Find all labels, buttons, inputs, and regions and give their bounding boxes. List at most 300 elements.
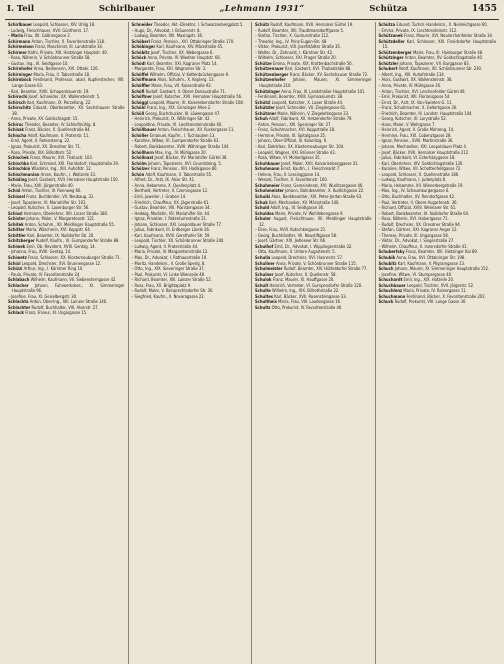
entry-details: – Heinrich, Prokurist, IX. Währinger Str. 42.: [131, 116, 211, 122]
entry-details: Anna, Frau, XVI. Ottakringer Str. 198.: [396, 254, 466, 260]
entry-surname: Schirsch: [8, 99, 26, 105]
entry-details: – Ludwig, Fleischhauer, XVII. Güntherst. 17.: [8, 27, 90, 33]
entry-surname: Schützenberger: [378, 49, 412, 55]
entry-surname: Schuhmann: [255, 166, 280, 172]
entry-details: – Margarete, Frau, XXI. Wagramer Str. 3.: [131, 66, 207, 72]
entry-details: Karl, Kaufmann, XIV. Märzstraße 45.: [156, 44, 224, 50]
entry-surname: Schneider: [131, 22, 153, 27]
entry-details: Franz, Maurer, XI. Hauffgasse 20.: [272, 277, 335, 283]
entry-details: Rudolf, Beamter, XIV. Hütteldorfer Straße 77.: [283, 266, 368, 272]
entry-details: Franz, Bäcker, XV. Sechshauser Straße 72.: [289, 71, 369, 77]
entry-details: Johann, Fuhrwerksbes., XI. Simmeringer Hauptstraße 96.: [12, 282, 125, 294]
entry-surname: Schützdeller: [378, 38, 405, 44]
entry-surname: Schubertsky: [378, 249, 405, 255]
entry-details: Adolf, Kaufmann, XII. Schönbrunner Str. 230.: [398, 66, 483, 72]
entry-details: Franz, Beamter, XIII. Hietzinger Kai 89.: [405, 249, 478, 255]
entry-details: Wladimir, Ing., XIII. Auhofstr. 12.: [31, 166, 92, 172]
entry-details: Eduard, Tuchdr.-Handelsm., X. Neilreichgasse 60.: [396, 22, 488, 27]
entry-surname: Schützner: [255, 110, 277, 116]
entry-details: – Josefine, Witwe, VI. Stumpergasse 40.: [378, 271, 453, 277]
entry-details: – Hermine, Frau, XIX. Cobenzlgasse 28.: [378, 132, 452, 138]
entry-details: Franz, Friseur, III. Ungargasse 15.: [25, 310, 88, 316]
entry-surname: Schulhof: [255, 243, 274, 249]
entry-surname: Schiwetz: [8, 254, 27, 260]
entry-surname: Schubert: [378, 66, 398, 72]
entry-details: Rudolf, Buchhalter, VIII. Alserstr. 27.: [31, 304, 99, 310]
entry-surname: Schischkin: [8, 166, 31, 172]
entry-surname: Schlack: [8, 310, 25, 316]
entry-details: – Richard, Offizial, XVIII. Weimarer Str. 61.: [378, 205, 457, 211]
entry-surname: Schischmanian: [8, 171, 40, 177]
entry-surname: Schirninger: [8, 71, 33, 77]
entry-details: – Ludwig, Beamter, XIII. Maxingstr. 36.: [131, 33, 204, 39]
entry-details: Franz, Schlosser, XX. Klosterneuburger Straße 71.: [27, 254, 121, 260]
entry-surname: Schützenauer: [255, 66, 284, 72]
entry-details: – Paul, Vertreter, II. Obere Augartenstr. 36.: [378, 199, 458, 205]
entry-surname: Schölzer: [131, 166, 150, 172]
entry-details: Leopold, Tischler, XVII. Jörgerstr. 52.: [406, 282, 475, 288]
entry-details: – Josef, Gärtner, XXI. Jedleseer Str. 66.: [255, 238, 327, 244]
entry-details: Josef, Kutscher, X. Quellenstr. 58.: [274, 271, 337, 277]
entry-details: Emanuel, Kaufm., I. Tuchlauben 13.: [149, 132, 216, 138]
entry-surname: Schulok: [255, 277, 272, 283]
entry-surname: Schitter: [8, 227, 25, 233]
entry-details: – Ludwig, Kaufmann, I. Judenplatz 8.: [378, 177, 447, 183]
entry-details: Rudolf, Gastwirt, II. Obere Donaustraße 71.: [145, 88, 226, 94]
entry-details: Maria, Private, IV. Rainergasse 11.: [403, 288, 467, 294]
entry-surname: Schlachter: [8, 304, 31, 310]
entry-details: – Josef, Tapezierer, VI. Mariahilfer Str. 101.: [8, 199, 87, 205]
entry-surname: Schuchardt: [378, 277, 403, 283]
entry-details: – Johann, Mechaniker, XXI. Leopoldauer Platz 4.: [378, 144, 467, 150]
entry-surname: Schuch: [378, 266, 394, 272]
entry-details: Otto, Prokurist, IV. Favoritenstraße 40.: [271, 304, 343, 310]
directory-entry: [255, 77, 372, 88]
entry-surname: Schöbinger: [131, 44, 156, 50]
entry-details: – Helene, Frau, II. Lessinggasse 14.: [255, 171, 321, 177]
entry-details: – Hermine, Private, IX. Spitalgasse 25.: [255, 132, 327, 138]
directory-entry: [132, 294, 249, 300]
entry-details: Anna, Private, IV. Wiedner Hauptstr. 66.: [147, 55, 221, 61]
entry-details: – Franz, Schuhmacher, XVI. Koppstraße 18.: [255, 127, 336, 133]
entry-details: – Rudolf, Maler, V. Reinprechtsdorfer Str. 30.: [131, 288, 214, 294]
entry-surname: Schuler: [255, 216, 271, 222]
entry-surname: Schuck: [378, 299, 394, 305]
entry-details: Josef, Tischler, XX. Webergasse 6.: [150, 49, 214, 55]
entry-details: – Rosa, Private, XIX. Billrothstr. 52.: [8, 149, 73, 155]
entry-details: Emil, Ing., XIX. Hofzeile 20.: [403, 277, 455, 283]
entry-surname: Schütza: [378, 22, 396, 27]
entry-details: Marie, Private, IV. Wohllebengasse 9.: [275, 210, 344, 216]
entry-details: Emil, Dr., Advokat, I. Wipplingerstraße 32.: [274, 243, 353, 249]
entry-surname: Schulner: [255, 271, 274, 277]
entry-details: – Therese, Private, III. Ungargasse 58.: [378, 232, 449, 238]
entry-details: – Ignaz, Privatier, I. Rotenturmstraße 21.: [131, 216, 208, 222]
entry-details: – Emma, Private, IX. Liechtensteinstr. 112.: [378, 27, 458, 33]
entry-surname: Schulte: [255, 288, 271, 294]
entry-details: Maria, Frau, II. Taborstraße 18.: [33, 71, 91, 77]
entry-surname: Schlabach: [8, 277, 30, 283]
entry-details: – Paul, Prokurist, VI. Linke Wienzeile 48.: [131, 271, 206, 277]
entry-surname: Schultes: [255, 293, 273, 299]
entry-details: Heinrich, Vertreter, VI. Gumpendorfer Straße 120.: [269, 282, 363, 288]
entry-surname: Schult: [255, 282, 269, 288]
entry-details: Josef, Schneider, VII. Zieglergasse 61.: [275, 105, 347, 111]
entry-details: – Viktor, Dr., Advokat, I. Singerstraße 27.: [378, 238, 455, 244]
entry-details: – Josef, Bäcker, XVII. Hernalser Hauptstraße 212.: [378, 149, 470, 155]
entry-details: Anna, Bedienerin, XVI. Ottakr. 126.: [33, 66, 99, 72]
entry-details: Franz, Gemeinderat, XVI. Wurlitzergasse 46.: [281, 182, 364, 188]
entry-details: – Theodor, Ing., IV. Prinz-Eugen-Str. 48.: [255, 38, 328, 44]
entry-details: – Ignaz, Pension., XVIII. Martinstraße 36.: [378, 138, 454, 144]
entry-details: Karl, Gastwirt, XVI. Thaliastraße 88.: [285, 66, 352, 72]
entry-surname: Schöffler: [131, 83, 151, 89]
entry-details: – Karoline, Witwe, VI. Gumpendorfer Straße 63.: [131, 138, 220, 144]
entry-details: – Rosa, Witwe, VI. Mollardgasse 35.: [255, 155, 321, 161]
entry-surname: Schirnböck: [8, 77, 32, 83]
entry-surname: Schubik: [378, 254, 396, 260]
entry-surname: Schützler: [255, 105, 275, 111]
entry-surname: Schöll: [131, 110, 145, 116]
entry-surname: Schlacher: [8, 282, 29, 288]
entry-details: Franz, Pension., XIII. Hadikgasse 80.: [150, 166, 218, 172]
entry-details: – Leopold, Tischler, XII. Schönbrunner Straße 240.: [131, 238, 225, 244]
entry-details: – Julius, Fabrikant, VI. Esterházygasse 18.: [378, 155, 456, 161]
entry-details: – Emil, Juwelier, I. Graben 14.: [131, 193, 187, 199]
entry-details: – Ludwig, Agent, II. Praterstraße 44.: [131, 243, 199, 249]
entry-surname: Schöck: [131, 55, 147, 61]
entry-surname: Schubitz: [378, 260, 397, 266]
entry-surname: Schützenhofer: [255, 77, 286, 83]
entry-details: – Marie, Frau, XVII. Jörgerstraße 40.: [8, 182, 74, 188]
entry-details: Johann, Bahnbeamter, X. Kudlichgasse 22.: [285, 188, 365, 194]
directory-entry: [379, 299, 497, 305]
entry-details: Alois, Bankbeamter, XIX. Peter-Jordan-Straße 63.: [271, 193, 363, 199]
entry-details: Adolf, Kaufmann, II. Taborstraße 55.: [145, 171, 213, 177]
directory-title: „Lehmann 1931“: [219, 4, 305, 14]
entry-details: Rudolf, Prokurist, VIII. Lange Gasse 30.: [394, 299, 467, 305]
entry-details: – Otto, Buchhalter, XV. Reindorfgasse 42.: [378, 193, 456, 199]
entry-surname: Schixl: [8, 260, 21, 266]
page-header: [5, 4, 499, 20]
entry-details: Ferdinand, Professor, akad. Kupferstecher, VIII. Lange Gasse 63.: [12, 77, 125, 89]
entry-surname: Schirschitz: [8, 105, 31, 111]
entry-details: – Emil, Prokurist, VIII. Florianigasse 54.: [378, 94, 451, 100]
entry-details: – Stefan, Tischler, X. Gudrunstraße 112.: [255, 33, 330, 39]
entry-surname: Schischka: [8, 160, 29, 166]
entry-details: Josef, Maler, XVII. Kalvarienberggasse 31.: [281, 160, 359, 166]
entry-details: Johann, Tapezierer, XVI. Grundsteing. 5.: [147, 160, 222, 166]
entry-details: – Julius, Fabrikant, III. Erdberger Lände 26.: [131, 227, 211, 233]
entry-details: – Paula, Private, IV. Favoritenstraße 24.: [8, 271, 81, 277]
entry-details: Wilhelm, Ing., XIX. Billrothstraße 22.: [271, 288, 340, 294]
entry-details: – Hedwig, Modistin, VII. Mariahilfer Str. 44.: [131, 210, 211, 216]
entry-details: – Albert, Ing., XIII. Auhofstraße 134.: [378, 71, 445, 77]
column-1: [5, 22, 129, 664]
entry-details: Arsen, Kaufm., I. Wollzeile 33.: [40, 171, 97, 177]
entry-details: Franz, Maschinist, III. Landstraße 34.: [34, 44, 104, 50]
entry-surname: Schittler: [8, 232, 27, 238]
entry-details: Marie, Frau, VII. Kaiserstraße 92.: [151, 83, 212, 89]
entry-surname: Schisling: [8, 177, 27, 183]
entry-details: Johann, Maler, V. Margaretenstr. 121.: [26, 216, 96, 222]
entry-surname: Schirmeisen: [8, 44, 34, 50]
entry-details: – Wilhelm, Schlosser, XXI. Prager Straße 20.: [255, 55, 337, 61]
entry-details: Wilhelm, Offizial, V. Kettenbrückengasse 9.: [149, 71, 230, 77]
entry-surname: Schuldes: [255, 210, 274, 216]
directory-entry: [8, 310, 125, 316]
entry-surname: Schulmeister: [255, 266, 283, 272]
entry-surname: Schlachta: [8, 299, 29, 305]
entry-details: Leopold, Maurer, XI. Kaiserebersdorfer Straße 108.: [149, 99, 244, 105]
entry-details: Anton, Tischler, X. Favoritenstraße 118.: [31, 38, 106, 44]
entry-details: Leopold, Schlosser, XIV. Uhlig 18.: [33, 22, 96, 27]
entry-details: – Walter, Dr., Zahnarzt, I. Kärntner Str. 42.: [255, 49, 334, 55]
entry-surname: Schuhbauer: [255, 160, 281, 166]
entry-details: – Ferdinand, Beamter, XVIII. Gymnasiumstr. 38.: [255, 94, 344, 100]
column-3: [252, 22, 376, 664]
entry-surname: Schirmer: [8, 49, 27, 55]
entry-details: Adolf, Kaufmann, II. Praterstr. 11.: [27, 132, 90, 138]
entry-surname: Schuld: [255, 205, 270, 211]
entry-surname: Schiruc: [8, 121, 24, 127]
entry-details: Kathi, Private, XIII. Hietzinger Hauptstr. 40.: [28, 49, 108, 55]
page-number: 1455: [471, 4, 497, 14]
directory-entry: [8, 105, 125, 116]
entry-details: – Anna, Hebamme, X. Quellenplatz 4.: [131, 182, 202, 188]
column-2: [129, 22, 253, 664]
entry-surname: Schützler: [378, 60, 399, 66]
entry-surname: Schuhmeier: [255, 182, 280, 188]
entry-details: Adolf, Fabrikant, XII. Hetzendorfer Straße 79.: [269, 116, 353, 122]
entry-surname: Schöggl: [131, 99, 149, 105]
entry-details: Maria, Wäscherin, XVI. Koppstr. 64.: [25, 227, 91, 233]
entry-details: Karl, Kaufmann, V. Pilgramgasse 13.: [397, 260, 466, 266]
entry-details: Theodor, Akt.-Direktor, I. Schwarzenbergplatz 5.: [153, 22, 244, 27]
entry-details: Anton, Schuhm., XII. Meidlinger Hauptstraße 55.: [24, 221, 115, 227]
column-guide-word-first: Schirlbauer: [98, 4, 155, 14]
entry-details: – Ignaz, Prokurist, XX. Dresdner Str. 71.: [8, 144, 82, 150]
directory-entry: [8, 283, 125, 294]
entry-details: Karl, Schmied, XXI. Floridsdorf, Hauptstraße 29.: [30, 160, 120, 166]
directory-entry: [8, 77, 125, 88]
entry-surname: Schützanek: [378, 33, 403, 39]
entry-surname: Schuk: [255, 199, 268, 205]
entry-details: – Rudolf, Beamter, XIII. Trauttmansdorffgasse 5.: [255, 27, 345, 33]
entry-details: Max, Ing., IV. Mühlgasse 20.: [155, 149, 207, 155]
entry-details: – Ernst, Dr., Arzt, IX. Van-Swieten-G. 11.: [378, 99, 453, 105]
entry-surname: Schirmann: [8, 38, 31, 44]
entry-details: Marie, Frau, III. Hainburger Straße 48.: [413, 49, 484, 55]
entry-details: Franz, Buchbinder, VII. Neubaug. 31.: [26, 193, 95, 199]
entry-surname: Schön: [131, 171, 145, 177]
entry-details: – Georg, Buchhändler, VII. Neustiftgasse 58.: [255, 232, 338, 238]
entry-surname: Schissl: [8, 210, 23, 216]
entry-surname: Schöffmann: [131, 77, 157, 83]
entry-details: – Siegfried, Kaufm., II. Novaragasse 22.: [131, 293, 205, 299]
entry-details: Leopold, Drechsler, XVI. Brunnengasse 12.: [21, 260, 102, 266]
section-label: I. Teil: [7, 4, 35, 14]
entry-surname: Schützl: [255, 99, 271, 105]
entry-details: Anton, Beamter, XV. Goldschlagstraße 40.: [404, 55, 484, 61]
entry-details: – Friedrich, Beamter, III. Landstr. Hauptstraße 144.: [378, 110, 473, 116]
entry-details: – Karl, Oberlehrer, XIV. Goldschlagstraße 130.: [378, 160, 464, 166]
entry-details: – Rudolf, Drechsler, XX. Dresdner Straße 94.: [378, 221, 461, 227]
entry-surname: Schödl: [131, 60, 146, 66]
entry-details: – Moritz, Handelsm., II. Große Sperlg. 8.: [131, 260, 206, 266]
entry-details: Rudolf, Kaufmann, XVII. Hernalser Gürtel 19.: [270, 22, 354, 27]
entry-surname: Schullner: [255, 260, 275, 266]
entry-details: Hermann, Oberlehrer, XIII. Linzer Straße 180.: [23, 210, 109, 216]
entry-surname: Schöberl: [131, 38, 150, 44]
entry-details: Ferdinand, Bäcker, X. Favoritenstraße 202.: [406, 293, 486, 299]
directory-columns: [5, 22, 499, 664]
entry-surname: Schirnhofer: [8, 66, 33, 72]
entry-details: – Karl, Elektriker, XX. Klosterneuburger Str. 104.: [255, 144, 345, 150]
entry-details: Franz, Pension., XVI. Ottakringer Straße 170.: [151, 38, 235, 44]
entry-details: – Viktor, Prokurist, VIII. Josefstädter Straße 35.: [255, 44, 341, 50]
entry-details: – Rosa, Näherin, V. Schönbrunner Straße 58.: [8, 55, 91, 61]
entry-details: Karl, Kaufmann, IX. Porzellang. 22.: [26, 99, 92, 105]
entry-surname: Schuchmann: [378, 293, 406, 299]
entry-details: Alois, Schuhm., X. Keplerg. 13.: [157, 77, 215, 83]
entry-surname: Schöfl: [131, 88, 145, 94]
entry-surname: Schöhl: [131, 105, 146, 111]
entry-surname: Schisak: [8, 127, 25, 133]
entry-details: Rudolf, Kaufm., VI. Gumpendorfer Straße 88.: [36, 238, 120, 244]
entry-surname: Schisl: [8, 188, 21, 194]
entry-details: Maria, Frau, VIII. Laudongasse 16.: [278, 299, 342, 305]
entry-details: – Georg, Kutscher, XI. Lorystraße 52.: [378, 116, 447, 122]
entry-details: Arthur, Ing., I. Kärntner Ring 10.: [23, 266, 84, 272]
directory-entry: [255, 305, 372, 311]
entry-details: Johann, Maurer, XI. Simmeringer Hauptstraße 152.: [394, 266, 490, 272]
entry-details: Johann, Maurer, XI. Simmeringer Hauptstraße 210.: [259, 77, 372, 89]
entry-details: – Karl, Beamter, XVIII. Schopenhauerstr. 19.: [8, 88, 90, 94]
entry-details: – Gustav, Beamter, VIII. Piaristengasse 34.: [131, 205, 211, 211]
entry-details: Adolf, Ing., III. Seidlgasse 36.: [270, 205, 325, 211]
entry-details: Emma, Private, XIX. Krottenbachstraße 56.: [272, 60, 353, 66]
entry-details: – Hans, Maler, V. Wehrgasse 7.: [378, 121, 436, 127]
entry-details: – Stefan, Gärtner, XXI. Kagraner Anger 12.: [378, 227, 458, 233]
entry-surname: Schuh: [255, 116, 268, 122]
entry-details: Frau, XII. Gaßnergasse 2.: [24, 33, 71, 39]
entry-surname: Schissel: [8, 193, 26, 199]
entry-details: – Johann, Schlosser, XXI. Leopoldauer Straße 77.: [131, 221, 223, 227]
entry-details: – Gustav, Ing., III. Seidlgasse 10.: [8, 60, 69, 66]
entry-details: – Leopoldine, Private, IX. Liechtensteinstraße 60.: [131, 121, 223, 127]
entry-details: Josef, Gastwirt, XVII. Hernalser Hauptstraße 150.: [28, 177, 119, 183]
entry-details: – Heinrich, Agent, II. Große Mohreng. 14.: [378, 127, 455, 133]
entry-details: – Rosa, Näherin, XVI. Haberlgasse 71.: [378, 216, 449, 222]
entry-surname: Schützinger: [255, 88, 281, 94]
entry-surname: Schütze: [255, 60, 272, 66]
entry-details: Anton, Fleischhauer, XII. Ruckergasse 11.: [157, 127, 235, 133]
entry-surname: Schischa: [8, 132, 27, 138]
entry-surname: Schulla: [255, 254, 271, 260]
entry-surname: Schützinger: [378, 55, 404, 61]
entry-surname: Schirlbauer: [8, 22, 33, 27]
entry-details: – Emil, Agent, II. Rotensterng. 22.: [8, 138, 71, 144]
entry-surname: Schischek: [8, 155, 29, 161]
entry-details: Eduard, Oberbeamter, XV. Sechshauser Straße 38.: [12, 105, 125, 116]
directory-entry: [255, 216, 372, 227]
entry-details: Theodor, Beamter, IV. Schleifmühlg. 8.: [24, 121, 97, 127]
entry-details: Josef, Kutscher, XVII. Hernalser Hauptstraße 56.: [153, 94, 243, 100]
entry-surname: Schizzi: [8, 266, 23, 272]
entry-details: Franz, Bäcker, X. Quellenstraße 84.: [25, 127, 91, 133]
entry-details: Anton, Ober-Ing., XIII. Lainzer Straße 140.: [29, 299, 108, 305]
entry-surname: Schirochi: [8, 94, 28, 100]
entry-details: – Max, Ing., IV. Schaumburgergasse 6.: [378, 188, 450, 194]
entry-details: Anton, Tischler, III. Rennweg 66.: [21, 188, 82, 194]
entry-details: Josef, Bäcker, XV. Mariahilfer Gürtel 38.: [154, 155, 228, 161]
entry-details: Ernst, Kaufm., I. Fleischmarkt 7.: [280, 166, 341, 172]
entry-surname: – Maria: [8, 33, 24, 39]
entry-details: Karl, Beamter, IX. Nußdorfer Str. 20.: [27, 232, 95, 238]
entry-surname: Schütz: [255, 22, 270, 27]
entry-details: – Karoline, Witwe, VII. Schottenfeldgasse 72.: [378, 166, 462, 172]
entry-details: – Alois, Gastwirt, XX. Wallensteinstr. 38.: [378, 77, 453, 83]
entry-details: Karl, Mechaniker, XV. Märzstraße 140.: [268, 199, 340, 205]
entry-details: – Anton, Tischler, XVI. Lerchenfelder Gürtel 49.: [378, 88, 466, 94]
entry-details: August, Fleischhauer, XII. Meidlinger Hauptstraße 12.: [259, 216, 372, 227]
entry-details: Franz, Maurer, XVI. Thaliastr. 103.: [30, 155, 93, 161]
entry-surname: Schister: [8, 216, 26, 222]
directory-entry: [379, 39, 497, 50]
entry-surname: Schöllbauer: [131, 127, 157, 133]
entry-surname: Schultz: [255, 304, 271, 310]
entry-details: – Wilhelm, Chauffeur, X. Inzersdorfer Straße 41.: [378, 243, 468, 249]
entry-details: – Leopold, Wagner, XXI. Brünner Straße 43.: [255, 149, 336, 155]
entry-details: – Otto, Kaufmann, II. Untere Augartenstr. 5.: [255, 249, 336, 255]
entry-details: – Rosa, Frau, XX. Brigittaplatz 9.: [131, 282, 192, 288]
entry-details: Karl, Beamter, XXI. Kagraner Platz 14.: [146, 60, 218, 66]
entry-details: – Berthold, Vertreter, II. Czerningasse 12.: [131, 188, 209, 194]
entry-details: – Franz, Schuhmacher, X. Gellertgasse 30.: [378, 105, 458, 111]
entry-surname: Schitzberger: [8, 238, 35, 244]
entry-details: Anna, Private, V. Schönbrunner Straße 115.: [275, 260, 357, 266]
entry-details: – Johann, Ober-Offizial, III. Kolonitzg. 6.: [255, 138, 328, 144]
column-guide-word-last: Schütza: [369, 4, 408, 14]
entry-details: Wilhelm, Kaufmann, VII. Siebensterngasse 42.: [30, 277, 117, 283]
entry-details: – Josefine, Frau, XI. Geiselbergstr. 30.: [8, 293, 78, 299]
entry-details: – Otto, Ing., XIX. Sieveringer Straße 37.: [131, 266, 205, 272]
entry-surname: Schultheis: [255, 299, 277, 305]
entry-details: Karl, Bäcker, XVII. Rosensteingasse 33.: [274, 293, 347, 299]
entry-surname: Schöllhorn: [131, 149, 154, 155]
entry-surname: Schuchbauer: [378, 282, 406, 288]
entry-details: Marie, Näherin, V. Ziegelofengasse 23.: [277, 110, 350, 116]
entry-details: – Richard, Beamter, XIII. Lainzer Straße 52.: [131, 277, 212, 283]
entry-details: – Leopold, Schlosser, X. Quellenstraße 186.: [378, 171, 460, 177]
column-4: [376, 22, 500, 664]
entry-details: Leopold, Drechsler, XVI. Hasnerstr. 57.: [271, 254, 344, 260]
entry-details: – Robert, Bankbeamter, XVIII. Währinger Straße 144.: [131, 144, 230, 150]
entry-surname: Schuchlenz: [378, 288, 403, 294]
entry-details: – Alfred, Dr., Arzt, IX. Alser Str. 41.: [131, 177, 196, 183]
entry-details: Leopold, Kutscher, X. Laaer Straße 44.: [271, 99, 344, 105]
entry-details: Emil, Ob.-Revident, XVIII. Gentzg. 14.: [26, 243, 96, 249]
entry-surname: Schöller: [131, 132, 149, 138]
entry-surname: Schuiki: [255, 193, 271, 199]
entry-surname: Schöffel: [131, 71, 149, 77]
entry-details: Franz, Ing., XIX. Grinzinger Allee 2.: [146, 105, 212, 111]
entry-details: – Hugo, Dr., Advokat, I. Bräunerstr. 8.: [131, 27, 201, 33]
entry-surname: Schützenberger: [255, 71, 289, 77]
entry-details: Anna, Frau, III. Landstraßer Hauptstraße 101.: [281, 88, 366, 94]
entry-details: – Leopold, Kutscher, X. Laxenburger Str. 56.: [8, 205, 90, 211]
